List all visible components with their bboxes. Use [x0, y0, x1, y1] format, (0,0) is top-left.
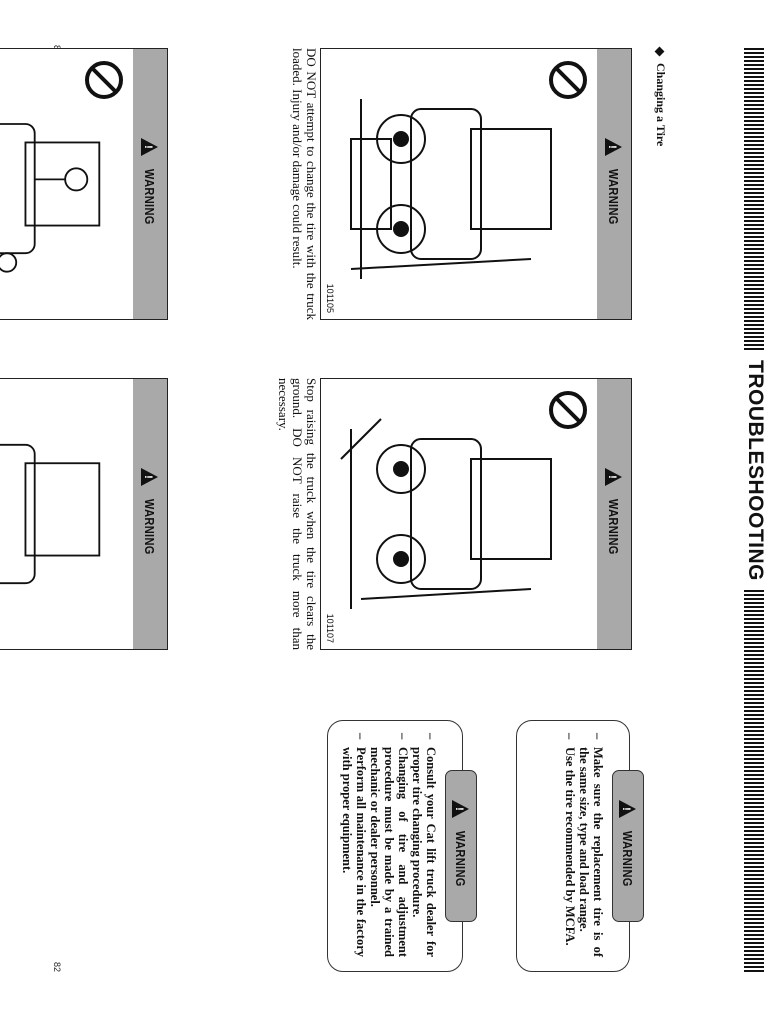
header-bars-right: [744, 590, 764, 974]
page-number-bottom: 82: [52, 961, 63, 973]
warning-triangle-icon: !: [142, 468, 159, 486]
warning-header: [597, 379, 631, 649]
warning-header: [133, 379, 167, 649]
forklift-illustration: [0, 399, 127, 629]
diamond-bullet-icon: [655, 47, 665, 57]
notice-list: [563, 733, 605, 957]
notice-item: – Perform all maintenance in the factory with proper equipment.: [340, 733, 368, 957]
forklift-illustration: [0, 69, 127, 299]
figure-code: 101105: [325, 283, 335, 313]
notice-item: – Make sure the replacement tire is of the same size, type and load range.: [577, 733, 605, 957]
forklift-illustration: [331, 399, 591, 629]
warning-triangle-icon: !: [620, 800, 637, 818]
warning-label: WARNING: [620, 831, 636, 887]
section-title: Changing a Tire: [654, 63, 668, 147]
forklift-illustration: [331, 69, 591, 299]
warning-triangle-icon: !: [453, 800, 470, 818]
warning-label: WARNING: [453, 831, 469, 887]
notice-warning-tab: [612, 770, 644, 922]
figure-code: 101107: [325, 613, 335, 643]
warning-card: [0, 378, 168, 650]
notice-item: – Changing of tire and adjustment procedure must be made by a trained mechanic or dealer personnel.: [368, 733, 410, 957]
warning-triangle-icon: !: [606, 468, 623, 486]
page-title: TROUBLESHOOTING: [744, 360, 767, 581]
warning-caption: Stop raising the truck when the tire clears the ground. DO NOT raise the truck more than necessary.: [276, 378, 319, 650]
warning-caption: DO NOT attempt to change the tire with the truck loaded. Injury and/or damage could result.: [290, 48, 319, 320]
notice-item: – Consult your Cat lift truck dealer for proper tire changing procedure.: [410, 733, 438, 957]
warning-header: [133, 49, 167, 319]
warning-label: WARNING: [142, 169, 158, 225]
notice-list: [340, 733, 438, 957]
warning-label: WARNING: [606, 499, 622, 555]
warning-label: WARNING: [142, 499, 158, 555]
warning-card: [320, 378, 632, 650]
warning-triangle-icon: !: [142, 138, 159, 156]
notice-warning-tab: [445, 770, 477, 922]
header-bars-left: [744, 48, 764, 350]
warning-card: [0, 48, 168, 320]
section-heading: [653, 48, 668, 146]
warning-header: [597, 49, 631, 319]
warning-card: [320, 48, 632, 320]
notice-box: [327, 720, 469, 972]
notice-box: [516, 720, 636, 972]
warning-triangle-icon: !: [606, 138, 623, 156]
notice-item: – Use the tire recommended by MCFA.: [563, 733, 577, 957]
warning-label: WARNING: [606, 169, 622, 225]
